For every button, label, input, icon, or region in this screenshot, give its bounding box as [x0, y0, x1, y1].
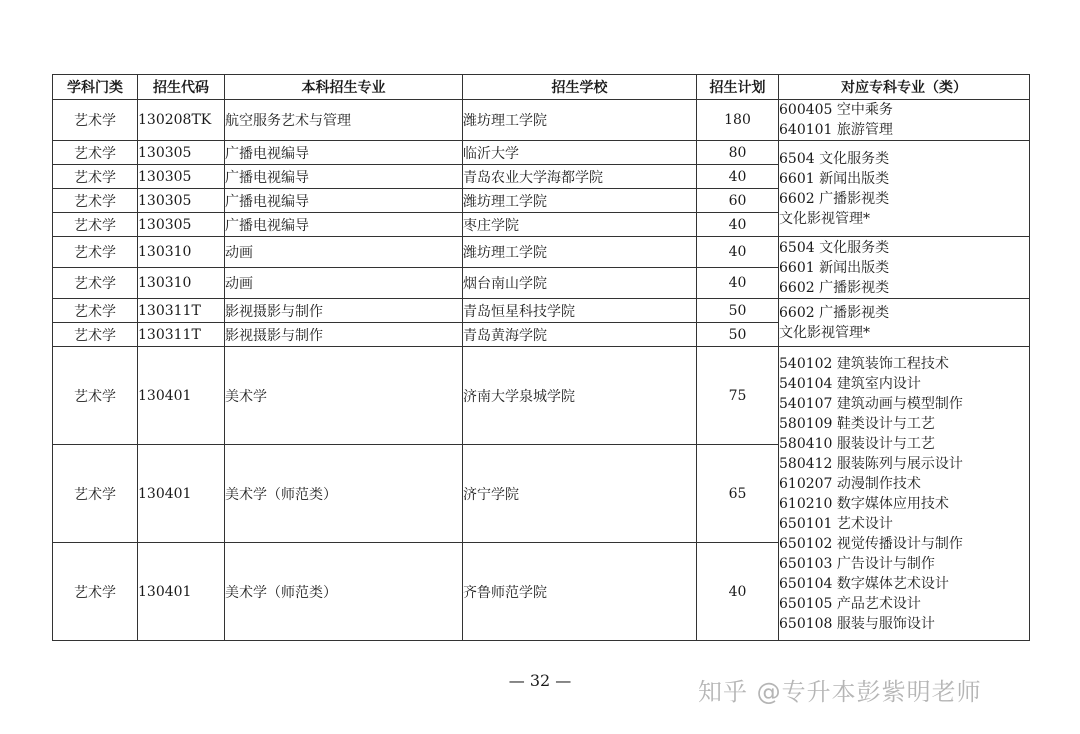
related-major: 650103 广告设计与制作 [779, 555, 935, 572]
header-code: 招生代码 [138, 75, 225, 100]
cell-plan: 75 [697, 347, 779, 445]
related-major: 650104 数字媒体艺术设计 [779, 575, 949, 592]
cell-code: 130401 [138, 543, 225, 641]
header-category: 学科门类 [53, 75, 138, 100]
header-plan: 招生计划 [697, 75, 779, 100]
cell-school: 枣庄学院 [463, 213, 697, 237]
cell-plan: 180 [697, 100, 779, 141]
cell-code: 130305 [138, 213, 225, 237]
related-major: 650101 艺术设计 [779, 515, 893, 532]
cell-school: 青岛恒星科技学院 [463, 299, 697, 323]
cell-category: 艺术学 [53, 543, 138, 641]
cell-category: 艺术学 [53, 165, 138, 189]
admissions-table [52, 74, 1030, 641]
cell-school: 青岛农业大学海都学院 [463, 165, 697, 189]
related-major: 6504 文化服务类 [779, 150, 890, 167]
related-majors-group-5 [779, 347, 1030, 641]
cell-plan: 50 [697, 299, 779, 323]
related-majors-group-3 [779, 237, 1030, 299]
header-related-majors: 对应专科专业（类） [779, 75, 1030, 100]
related-major: 540104 建筑室内设计 [779, 375, 921, 392]
related-major: 6602 广播影视类 [779, 190, 890, 207]
related-major: 610210 数字媒体应用技术 [779, 495, 949, 512]
related-major: 6602 广播影视类 [779, 304, 890, 321]
cell-major: 美术学（师范类） [225, 445, 463, 543]
related-major: 540102 建筑装饰工程技术 [779, 355, 949, 372]
related-major: 580412 服装陈列与展示设计 [779, 455, 963, 472]
cell-school: 临沂大学 [463, 141, 697, 165]
related-major: 文化影视管理* [779, 210, 870, 227]
cell-plan: 40 [697, 213, 779, 237]
related-major: 540107 建筑动画与模型制作 [779, 395, 963, 412]
cell-category: 艺术学 [53, 213, 138, 237]
cell-school: 潍坊理工学院 [463, 189, 697, 213]
related-major: 580410 服装设计与工艺 [779, 435, 935, 452]
cell-plan: 60 [697, 189, 779, 213]
cell-major: 广播电视编导 [225, 141, 463, 165]
cell-plan: 40 [697, 237, 779, 268]
cell-major: 美术学 [225, 347, 463, 445]
table-row [53, 100, 1030, 141]
related-major: 600405 空中乘务 [779, 102, 893, 118]
page-number: — 32 — [508, 671, 572, 690]
related-major: 580109 鞋类设计与工艺 [779, 415, 935, 432]
cell-school: 青岛黄海学院 [463, 323, 697, 347]
cell-code: 130310 [138, 268, 225, 299]
related-major: 650105 产品艺术设计 [779, 595, 921, 612]
related-majors-group-4 [779, 299, 1030, 347]
cell-category: 艺术学 [53, 100, 138, 141]
header-major: 本科招生专业 [225, 75, 463, 100]
related-major: 6602 广播影视类 [779, 279, 890, 296]
cell-school: 潍坊理工学院 [463, 100, 697, 141]
related-majors-group-1 [779, 100, 1030, 141]
related-major: 640101 旅游管理 [779, 122, 893, 138]
cell-category: 艺术学 [53, 268, 138, 299]
cell-plan: 40 [697, 165, 779, 189]
cell-plan: 40 [697, 543, 779, 641]
cell-major: 广播电视编导 [225, 189, 463, 213]
cell-major: 航空服务艺术与管理 [225, 100, 463, 141]
cell-school: 潍坊理工学院 [463, 237, 697, 268]
cell-major: 动画 [225, 237, 463, 268]
cell-plan: 40 [697, 268, 779, 299]
table-row [53, 237, 1030, 268]
table-row [53, 347, 1030, 445]
header-school: 招生学校 [463, 75, 697, 100]
cell-category: 艺术学 [53, 299, 138, 323]
related-major: 文化影视管理* [779, 324, 870, 341]
related-major: 6601 新闻出版类 [779, 259, 890, 276]
related-majors-group-2 [779, 141, 1030, 237]
cell-major: 广播电视编导 [225, 213, 463, 237]
cell-code: 130208TK [138, 100, 225, 141]
cell-major: 动画 [225, 268, 463, 299]
cell-major: 影视摄影与制作 [225, 323, 463, 347]
cell-school: 齐鲁师范学院 [463, 543, 697, 641]
related-major: 6601 新闻出版类 [779, 170, 890, 187]
cell-school: 济南大学泉城学院 [463, 347, 697, 445]
related-major: 650102 视觉传播设计与制作 [779, 535, 963, 552]
table-row [53, 299, 1030, 323]
cell-category: 艺术学 [53, 323, 138, 347]
cell-code: 130311T [138, 299, 225, 323]
cell-category: 艺术学 [53, 189, 138, 213]
table-row [53, 141, 1030, 165]
cell-category: 艺术学 [53, 445, 138, 543]
related-major: 650108 服装与服饰设计 [779, 615, 935, 632]
cell-plan: 65 [697, 445, 779, 543]
cell-plan: 50 [697, 323, 779, 347]
cell-code: 130401 [138, 445, 225, 543]
watermark: 知乎 @专升本彭紫明老师 [698, 678, 982, 706]
cell-code: 130401 [138, 347, 225, 445]
related-major: 6504 文化服务类 [779, 239, 890, 256]
cell-plan: 80 [697, 141, 779, 165]
cell-code: 130305 [138, 189, 225, 213]
table-header-row [53, 75, 1030, 100]
cell-code: 130311T [138, 323, 225, 347]
cell-category: 艺术学 [53, 237, 138, 268]
cell-major: 广播电视编导 [225, 165, 463, 189]
related-major: 610207 动漫制作技术 [779, 475, 921, 492]
cell-school: 烟台南山学院 [463, 268, 697, 299]
cell-code: 130305 [138, 141, 225, 165]
cell-category: 艺术学 [53, 141, 138, 165]
cell-code: 130310 [138, 237, 225, 268]
cell-code: 130305 [138, 165, 225, 189]
cell-major: 美术学（师范类） [225, 543, 463, 641]
cell-category: 艺术学 [53, 347, 138, 445]
cell-major: 影视摄影与制作 [225, 299, 463, 323]
cell-school: 济宁学院 [463, 445, 697, 543]
